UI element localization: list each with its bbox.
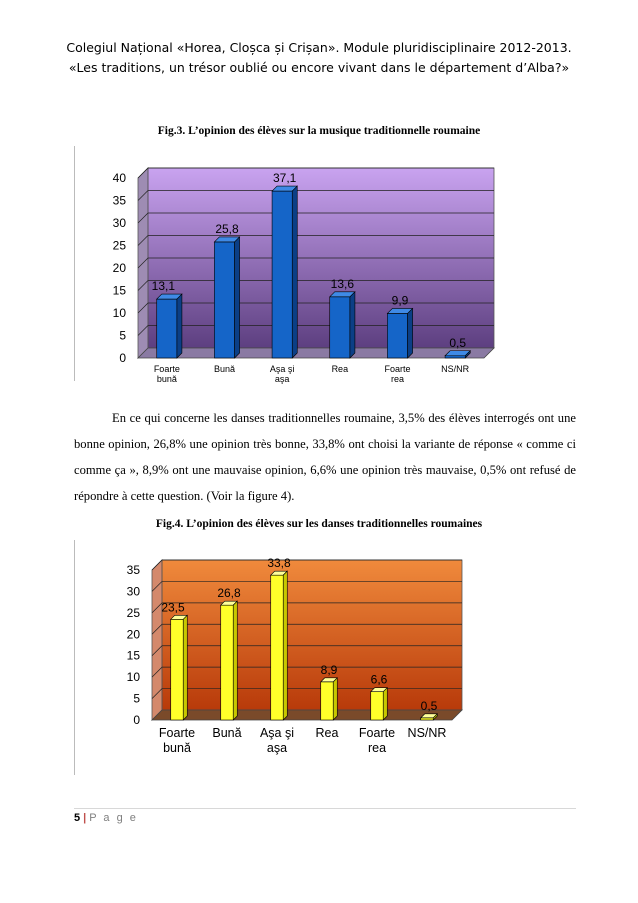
data-value-label: 9,9 <box>391 293 409 308</box>
bar-group <box>272 186 297 358</box>
figure-4-left-border <box>74 540 75 775</box>
data-value-label: 0,5 <box>420 698 438 713</box>
category-label: aşa <box>266 741 288 755</box>
data-value-label: 6,6 <box>370 672 388 687</box>
bar-group <box>321 678 338 720</box>
plot-floor <box>152 710 462 720</box>
bar-side <box>408 308 413 358</box>
bar <box>157 299 177 358</box>
data-value-label: 26,8 <box>217 586 241 601</box>
bar-group <box>157 294 182 358</box>
plot-floor <box>138 348 494 358</box>
y-tick-label: 15 <box>126 648 140 663</box>
y-tick-label: 5 <box>133 691 140 706</box>
category-label: Foarte <box>158 726 196 740</box>
document-header-line-2: «Les traditions, un trésor oublié ou encore vivant dans le département d’Alba?» <box>68 60 570 75</box>
bar-side <box>283 571 287 720</box>
category-label: NS/NR <box>441 364 470 374</box>
bar <box>445 356 465 358</box>
figure-3-caption: Fig.3. L’opinion des élèves sur la musique traditionnelle roumaine <box>157 125 481 137</box>
y-tick-label: 0 <box>119 351 126 365</box>
bar-side <box>235 237 240 358</box>
category-label: Rea <box>315 726 339 740</box>
y-tick-label: 30 <box>112 216 126 230</box>
bar <box>272 191 292 358</box>
y-tick-label: 25 <box>126 605 140 620</box>
category-label: Foarte <box>358 726 396 740</box>
bar-side <box>383 688 387 720</box>
category-label: Foarte <box>384 364 411 374</box>
y-tick-label: 30 <box>126 584 140 599</box>
category-label: bună <box>163 741 191 755</box>
figure-3-left-border <box>74 146 75 381</box>
category-label: aşa <box>274 374 290 384</box>
category-label: Bună <box>212 726 242 740</box>
bar <box>421 718 434 720</box>
data-value-label: 13,1 <box>151 279 176 294</box>
bar-group <box>445 351 470 358</box>
bar <box>321 682 334 720</box>
footer-divider <box>74 808 576 809</box>
y-tick-label: 0 <box>133 713 140 727</box>
page-label: P a g e <box>89 812 138 824</box>
page-number: 5 <box>74 812 81 824</box>
data-value-label: 37,1 <box>272 171 297 186</box>
y-tick-label: 15 <box>112 283 126 298</box>
bar-group <box>330 292 355 358</box>
body-paragraph: En ce qui concerne les danses traditionnelles roumaine, 3,5% des élèves interrogés ont une bonne opinion, 26,8% une opinion très bonne, 33,8% ont choisi la variante de réponse « comme ci comme ça », 8,9% ont une mauvaise opinion, 6,6% une opinion très mauvaise, 0,5% ont refusé de répondre à cette question. (Voir la figure 4). <box>74 411 576 503</box>
category-label: Bună <box>213 364 236 374</box>
category-label: Rea <box>331 364 349 374</box>
y-tick-label: 40 <box>112 171 126 185</box>
bar-group <box>387 308 412 358</box>
category-label: rea <box>367 741 387 755</box>
bar <box>371 692 384 720</box>
bar-group <box>371 688 388 720</box>
bar-group <box>171 615 188 720</box>
data-value-label: 25,8 <box>215 221 239 236</box>
y-tick-label: 20 <box>126 627 140 642</box>
data-value-label: 0,5 <box>449 335 467 350</box>
document-header-line-1: Colegiul Național «Horea, Cloșca și Crișan». Module pluridisciplinaire 2012-2013. <box>66 40 572 55</box>
category-label: NS/NR <box>407 726 447 740</box>
bar-side <box>177 294 182 358</box>
bar-side <box>183 615 187 720</box>
bar <box>214 242 234 358</box>
bar <box>330 297 350 358</box>
y-tick-label: 10 <box>126 670 140 685</box>
category-label: Aşa şi <box>269 364 295 374</box>
category-label: Foarte <box>153 364 180 374</box>
bar-group <box>221 601 238 720</box>
bar <box>387 313 407 358</box>
bar <box>171 619 184 720</box>
bar-group <box>214 237 239 358</box>
bar-side <box>233 601 237 720</box>
data-value-label: 8,9 <box>320 662 338 677</box>
figure-4-caption: Fig.4. L’opinion des élèves sur les danses traditionnelles roumaines <box>155 518 483 530</box>
y-tick-label: 25 <box>112 238 126 253</box>
y-tick-label: 5 <box>119 328 126 343</box>
y-tick-label: 35 <box>126 563 140 577</box>
category-label: bună <box>156 374 177 384</box>
y-tick-label: 35 <box>112 193 126 208</box>
y-tick-label: 10 <box>112 306 126 320</box>
footer-separator: | <box>83 812 87 824</box>
data-value-label: 23,5 <box>161 600 185 615</box>
data-value-label: 33,8 <box>267 556 291 571</box>
page-footer <box>74 812 138 824</box>
bar-group <box>271 571 288 720</box>
category-label: rea <box>390 374 405 384</box>
bar-side <box>350 292 355 358</box>
category-label: Aşa şi <box>259 726 295 740</box>
figure-4-bar-chart <box>82 540 522 768</box>
data-value-label: 13,6 <box>330 276 355 291</box>
bar-side <box>333 678 337 720</box>
plot-back-wall <box>162 560 462 710</box>
bar <box>221 605 234 720</box>
bar-side <box>292 186 297 358</box>
figure-3-bar-chart <box>82 148 522 388</box>
y-tick-label: 20 <box>112 261 126 275</box>
plot-side-wall <box>152 560 162 720</box>
bar <box>271 575 284 720</box>
